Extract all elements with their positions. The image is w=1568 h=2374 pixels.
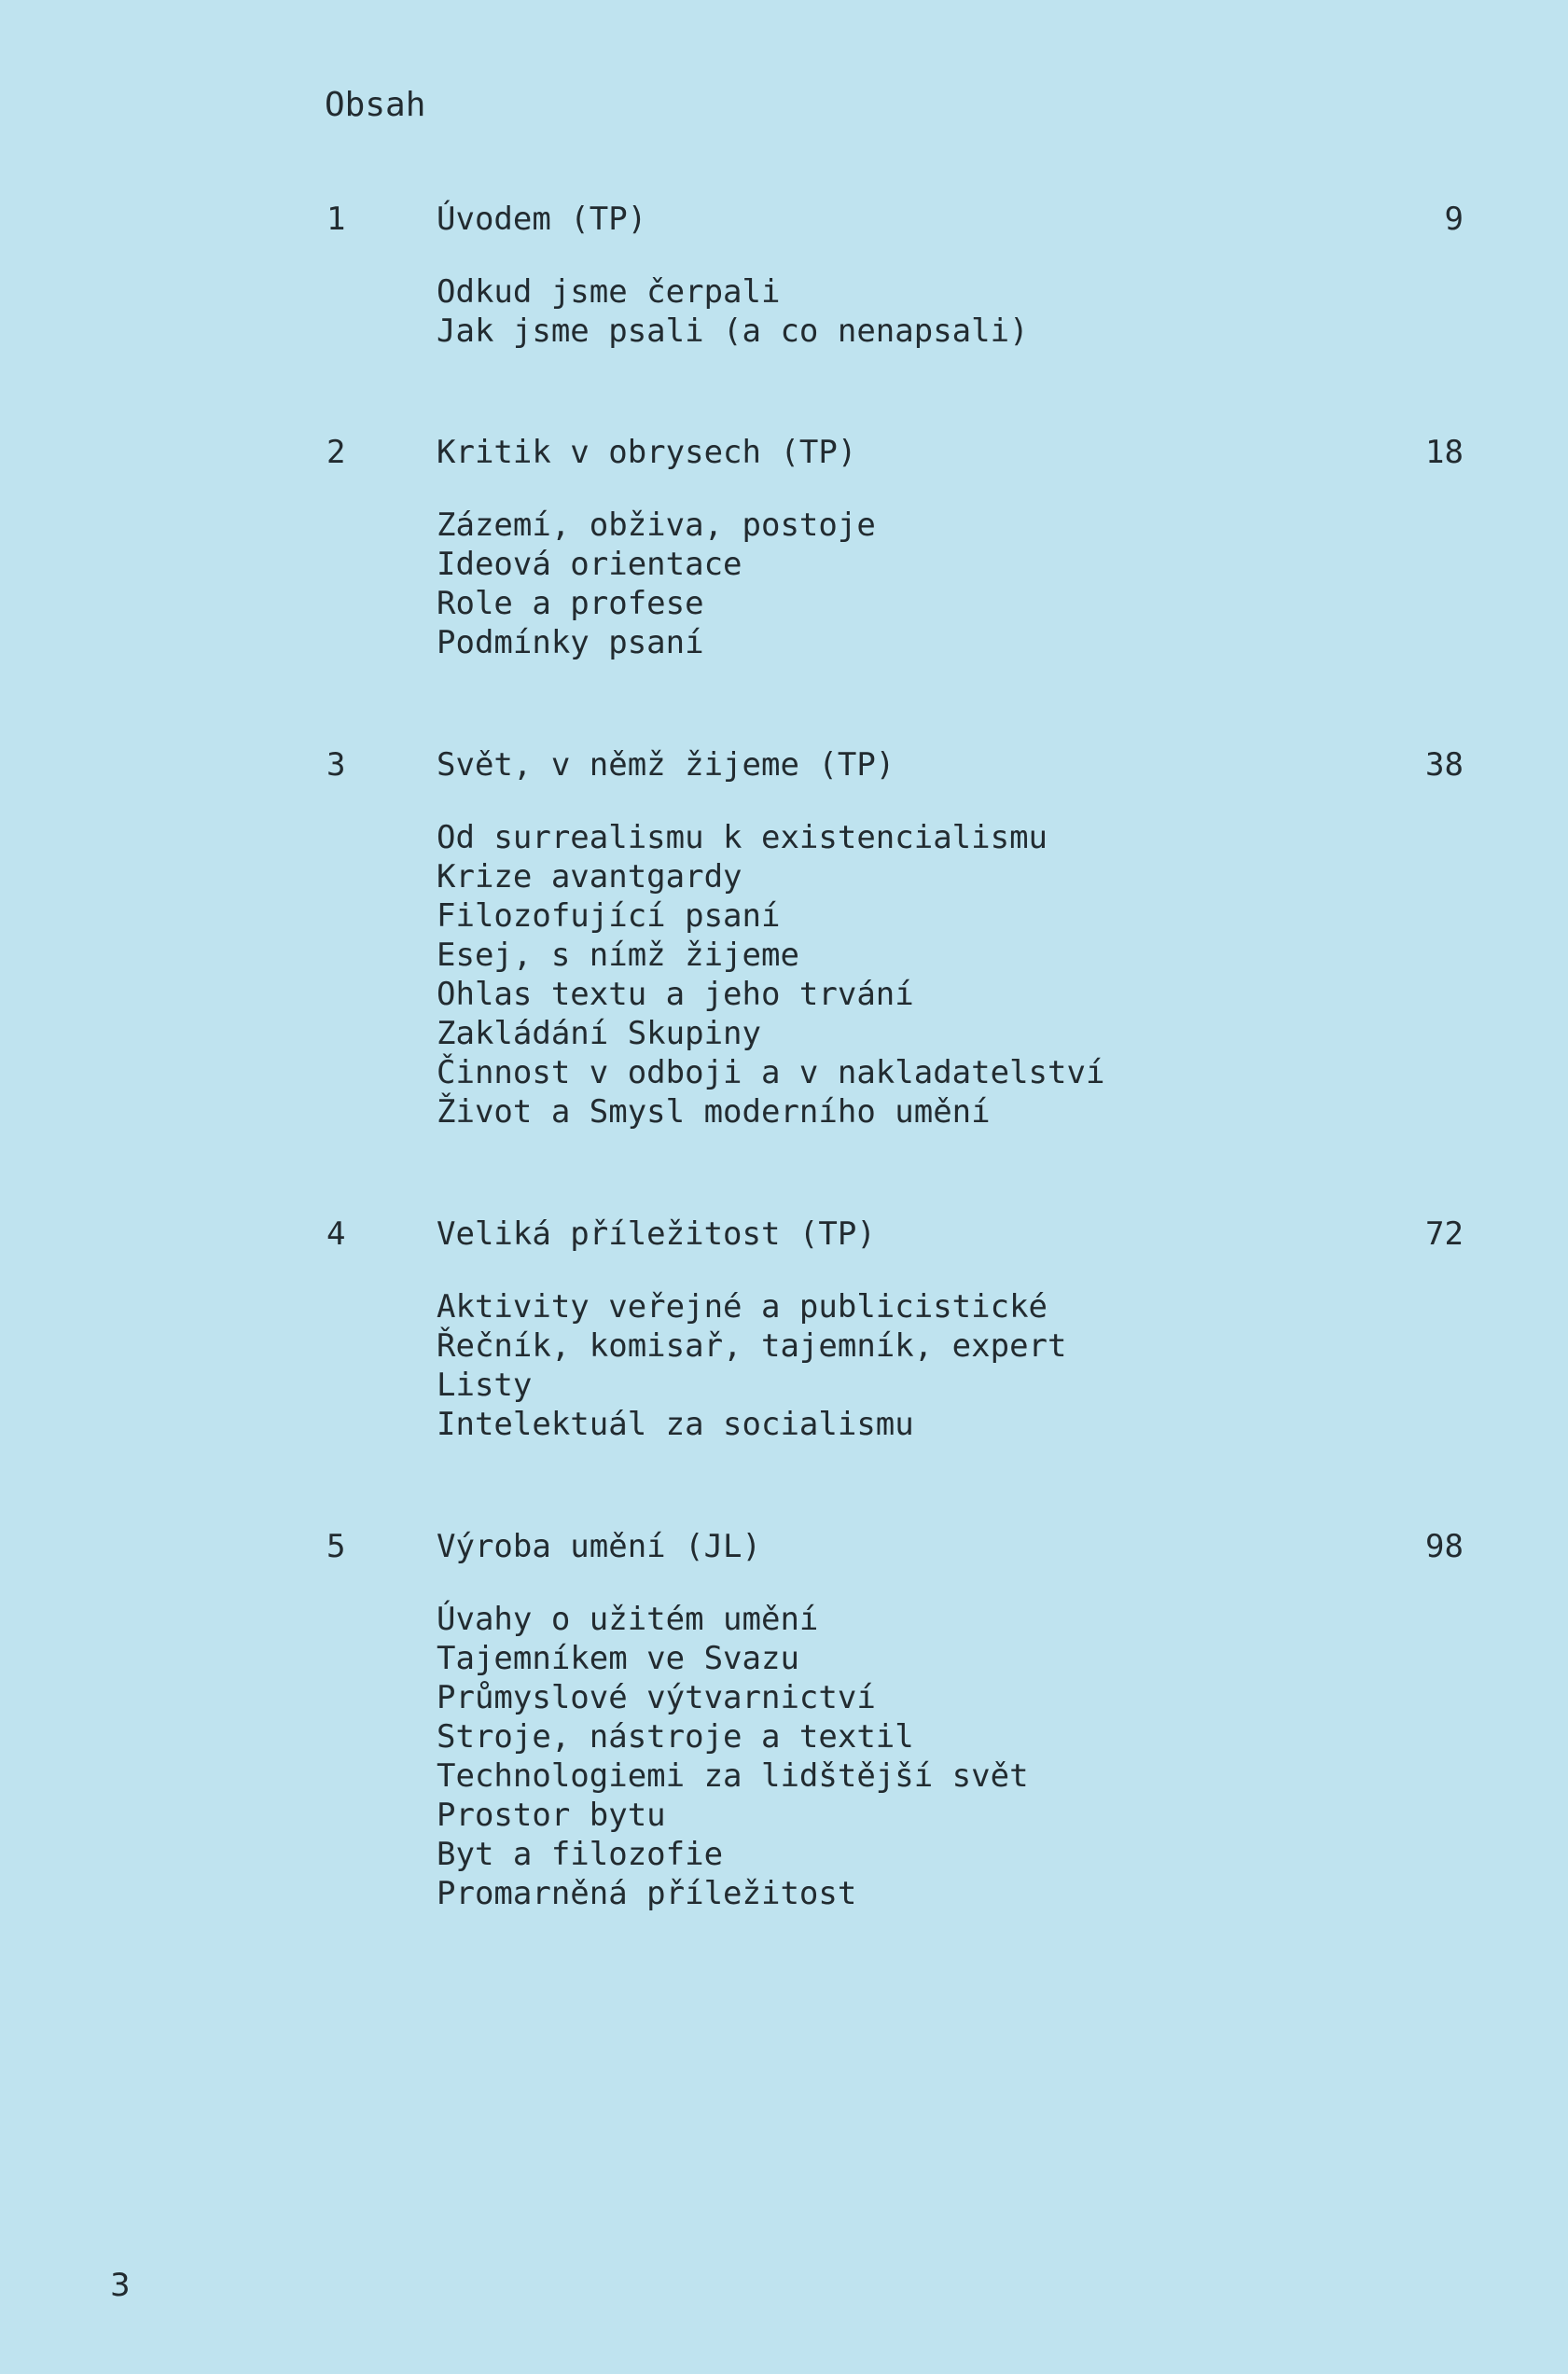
chapter-title: Svět, v němž žijeme (TP) <box>437 746 895 784</box>
chapter-title: Úvodem (TP) <box>437 201 647 238</box>
section-list <box>437 506 876 662</box>
chapter-number: 1 <box>326 201 346 238</box>
section-item: Prostor bytu <box>437 1797 666 1834</box>
section-item: Řečník, komisař, tajemník, expert <box>437 1327 1067 1365</box>
section-item: Ohlas textu a jeho trvání <box>437 976 914 1013</box>
section-item: Technologiemi za lidštější svět <box>437 1757 1029 1795</box>
section-item: Zázemí, obživa, postoje <box>437 507 876 544</box>
section-item: Ideová orientace <box>437 546 742 583</box>
section-item: Život a Smysl moderního umění <box>437 1093 991 1131</box>
section-item: Stroje, nástroje a textil <box>437 1718 914 1756</box>
section-item: Od surrealismu k existencialismu <box>437 819 1048 856</box>
section-item: Zakládání Skupiny <box>437 1015 761 1052</box>
section-list <box>437 818 1104 1131</box>
section-item: Promarněná příležitost <box>437 1875 857 1912</box>
section-item: Průmyslové výtvarnictví <box>437 1679 876 1716</box>
section-item: Úvahy o užitém umění <box>437 1601 819 1638</box>
page-title: Obsah <box>325 86 426 124</box>
chapter-page-number: 38 <box>1425 746 1464 784</box>
section-list <box>437 1287 1067 1444</box>
chapter-page-number: 72 <box>1425 1215 1464 1253</box>
chapter-page-number: 18 <box>1425 434 1464 471</box>
chapter-page-number: 9 <box>1444 201 1464 238</box>
section-item: Esej, s nímž žijeme <box>437 937 799 974</box>
page-number: 3 <box>110 2267 131 2304</box>
chapter-title: Veliká příležitost (TP) <box>437 1215 876 1253</box>
section-item: Listy <box>437 1367 533 1404</box>
section-item: Intelektuál za socialismu <box>437 1406 914 1443</box>
chapter-number: 2 <box>326 434 346 471</box>
section-item: Filozofující psaní <box>437 897 781 935</box>
section-item: Jak jsme psali (a co nenapsali) <box>437 312 1029 350</box>
section-item: Byt a filozofie <box>437 1836 724 1873</box>
section-list <box>437 272 1029 351</box>
section-item: Role a profese <box>437 585 704 622</box>
chapter-number: 4 <box>326 1215 346 1253</box>
section-item: Tajemníkem ve Svazu <box>437 1640 799 1677</box>
section-list <box>437 1600 1029 1913</box>
chapter-number: 3 <box>326 746 346 784</box>
chapter-number: 5 <box>326 1528 346 1565</box>
section-item: Odkud jsme čerpali <box>437 273 781 311</box>
section-item: Podmínky psaní <box>437 624 704 661</box>
section-item: Krize avantgardy <box>437 858 742 895</box>
chapter-page-number: 98 <box>1425 1528 1464 1565</box>
section-item: Činnost v odboji a v nakladatelství <box>437 1054 1105 1091</box>
section-item: Aktivity veřejné a publicistické <box>437 1288 1048 1326</box>
chapter-title: Výroba umění (JL) <box>437 1528 761 1565</box>
chapter-title: Kritik v obrysech (TP) <box>437 434 857 471</box>
